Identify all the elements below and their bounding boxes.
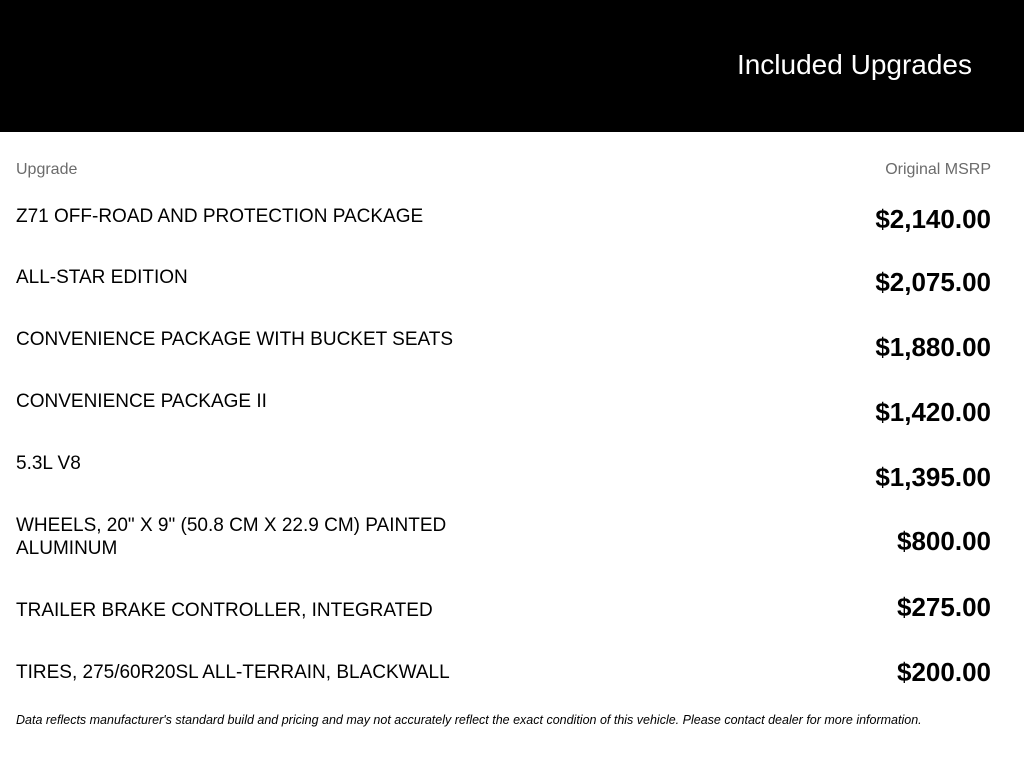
page-title: Included Upgrades: [736, 49, 972, 80]
upgrade-name: TIRES, 275/60R20SL ALL-TERRAIN, BLACKWALL: [16, 662, 450, 683]
table-row: [0, 203, 1024, 263]
upgrade-price: $800.00: [897, 526, 991, 556]
header-banner: [0, 0, 1024, 132]
upgrade-name: CONVENIENCE PACKAGE WITH BUCKET SEATS: [16, 329, 454, 350]
upgrade-price: $1,880.00: [875, 332, 991, 362]
upgrade-price: $1,395.00: [875, 462, 991, 492]
table-row: [0, 452, 1024, 512]
upgrade-name: Z71 OFF-ROAD AND PROTECTION PACKAGE: [16, 206, 424, 227]
upgrade-price: $2,140.00: [875, 204, 991, 234]
upgrade-price: $2,075.00: [875, 267, 991, 297]
upgrade-name: CONVENIENCE PACKAGE II: [16, 391, 267, 412]
column-header-upgrade: Upgrade: [16, 161, 78, 178]
table-row: [0, 592, 1024, 659]
upgrade-price: $200.00: [897, 657, 991, 687]
upgrade-price: $275.00: [897, 592, 991, 622]
table-row: [0, 390, 1024, 450]
upgrade-name: ALL-STAR EDITION: [16, 267, 188, 288]
table-row: [0, 328, 1024, 388]
upgrade-name: TRAILER BRAKE CONTROLLER, INTEGRATED: [16, 600, 433, 621]
table-row: [0, 266, 1024, 326]
column-header-msrp: Original MSRP: [885, 161, 991, 178]
upgrade-name: WHEELS, 20" X 9" (50.8 CM X 22.9 CM) PAINTED ALUMINUM: [16, 515, 447, 559]
table-row: [0, 514, 1024, 574]
upgrade-price: $1,420.00: [875, 397, 991, 427]
disclaimer-text: Data reflects manufacturer's standard build and pricing and may not accurately reflect the exact condition of this vehicle. Please contact dealer for more information.: [16, 713, 922, 727]
upgrade-name: 5.3L V8: [16, 453, 81, 474]
